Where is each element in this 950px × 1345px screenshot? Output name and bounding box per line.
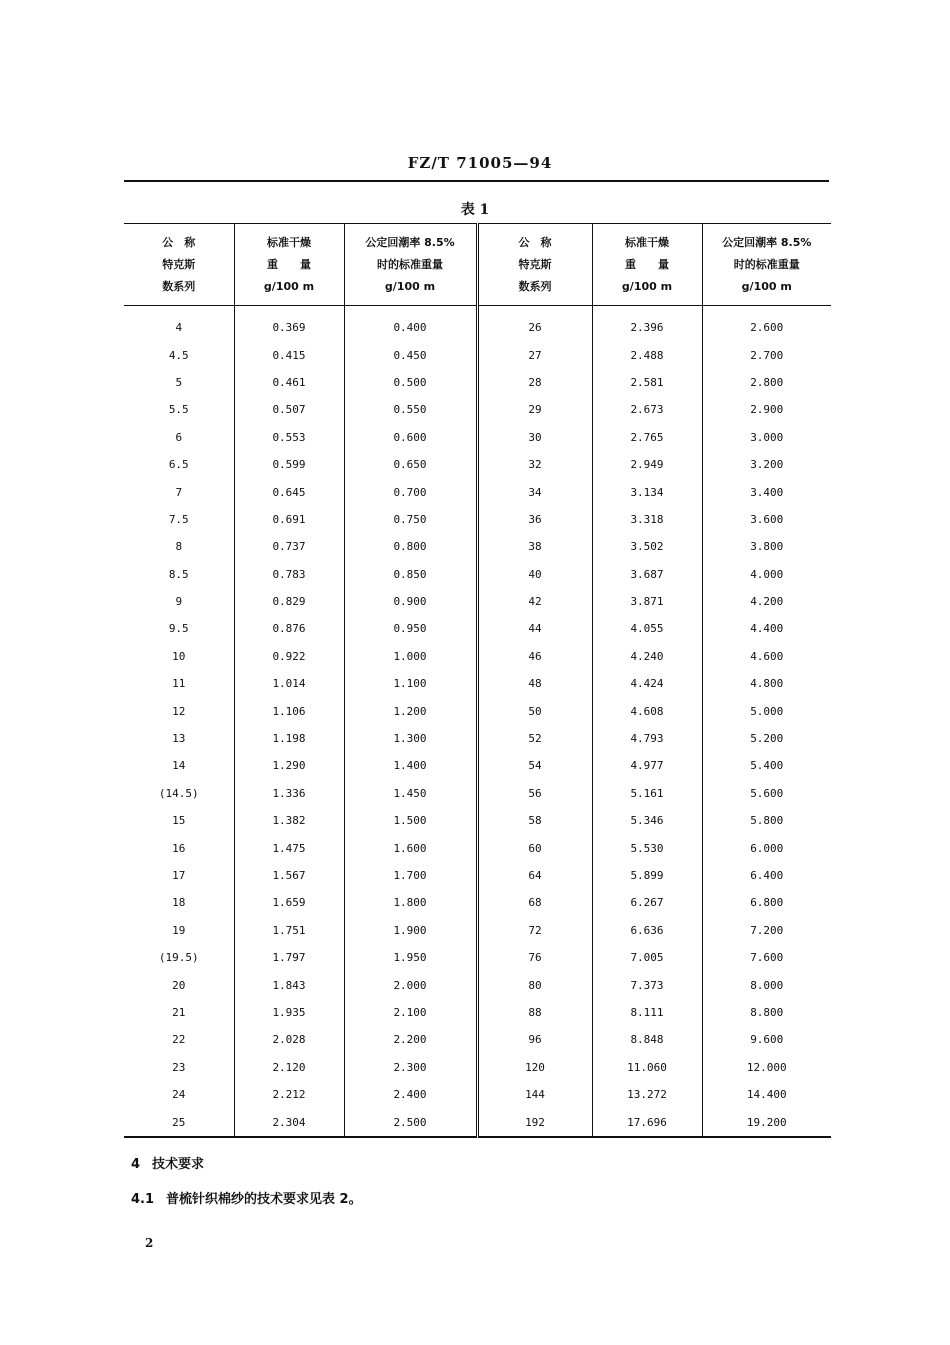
cell-standard-weight: 0.850 <box>344 561 477 588</box>
standard-code: FZ/T 71005—94 <box>407 154 553 172</box>
table-row <box>124 944 831 971</box>
cell-nominal-tex: 20 <box>124 971 234 998</box>
cell-nominal-tex: 21 <box>124 999 234 1026</box>
cell-nominal-tex: 32 <box>477 451 592 478</box>
header-line: g/100 m <box>621 279 673 293</box>
cell-nominal-tex: 8 <box>124 533 234 560</box>
cell-nominal-tex: 68 <box>477 889 592 916</box>
col-header-standard-weight-right <box>702 224 831 306</box>
page-number: 2 <box>145 1236 154 1250</box>
cell-dry-weight: 0.369 <box>234 306 344 342</box>
cell-standard-weight: 3.200 <box>750 458 784 472</box>
cell-dry-weight: 0.461 <box>234 369 344 396</box>
cell-dry-weight: 1.198 <box>234 725 344 752</box>
cell-nominal-tex: 17 <box>124 862 234 889</box>
header-line: 重 量 <box>625 257 669 271</box>
cell-nominal-tex: 12 <box>124 697 234 724</box>
cell-nominal-tex: (14.5) <box>124 780 234 807</box>
cell-standard-weight: 3.000 <box>750 430 784 444</box>
table-row <box>124 862 831 889</box>
cell-dry-weight: 3.871 <box>592 588 702 615</box>
cell-dry-weight: 0.415 <box>234 341 344 368</box>
table-row <box>124 396 831 423</box>
table-title: 表 1 <box>460 202 490 218</box>
cell-nominal-tex: 56 <box>477 780 592 807</box>
cell-dry-weight: 3.134 <box>592 478 702 505</box>
cell-dry-weight: 4.055 <box>592 615 702 642</box>
cell-nominal-tex: 96 <box>477 1026 592 1053</box>
header-line: 特克斯 <box>162 257 196 271</box>
cell-nominal-tex: 48 <box>477 670 592 697</box>
cell-standard-weight: 19.200 <box>702 1108 831 1136</box>
cell-dry-weight: 4.608 <box>592 697 702 724</box>
cell-nominal-tex: 19 <box>124 917 234 944</box>
cell-dry-weight: 3.687 <box>592 561 702 588</box>
cell-nominal-tex: 54 <box>477 752 592 779</box>
cell-dry-weight: 5.161 <box>592 780 702 807</box>
cell-nominal-tex: 34 <box>477 478 592 505</box>
cell-dry-weight: 3.502 <box>592 533 702 560</box>
cell-dry-weight: 1.843 <box>234 971 344 998</box>
cell-standard-weight: 1.450 <box>344 780 477 807</box>
cell-standard-weight: 2.200 <box>344 1026 477 1053</box>
cell-standard-weight: 6.400 <box>750 869 784 882</box>
cell-standard-weight: 2.700 <box>750 348 784 362</box>
cell-standard-weight: 3.800 <box>750 540 784 554</box>
cell-nominal-tex: 9.5 <box>124 615 234 642</box>
cell-nominal-tex: 44 <box>477 615 592 642</box>
section-text: 普梳针织棉纱的技术要求见表 2。 <box>166 1192 362 1207</box>
table-row <box>124 670 831 697</box>
table-row <box>124 1108 831 1136</box>
table-body <box>124 306 831 1137</box>
table-row <box>124 752 831 779</box>
cell-standard-weight: 5.800 <box>750 814 784 828</box>
cell-standard-weight: 0.900 <box>344 588 477 615</box>
table-row <box>124 643 831 670</box>
cell-nominal-tex: 28 <box>477 369 592 396</box>
cell-standard-weight: 8.000 <box>750 978 784 992</box>
cell-nominal-tex: 88 <box>477 999 592 1026</box>
table-row <box>124 1026 831 1053</box>
cell-standard-weight: 2.500 <box>344 1108 477 1136</box>
cell-nominal-tex: 8.5 <box>124 561 234 588</box>
table-row <box>124 615 831 642</box>
cell-standard-weight: 0.450 <box>344 341 477 368</box>
table-row <box>124 780 831 807</box>
cell-nominal-tex: 14 <box>124 752 234 779</box>
cell-standard-weight: 5.000 <box>750 704 784 718</box>
cell-nominal-tex: 23 <box>124 1054 234 1081</box>
tex-weight-table <box>124 223 831 1138</box>
cell-nominal-tex: 5.5 <box>124 396 234 423</box>
cell-dry-weight: 1.659 <box>234 889 344 916</box>
header-line: 标准干燥 <box>625 235 669 249</box>
cell-standard-weight: 1.800 <box>344 889 477 916</box>
header-line: 标准干燥 <box>267 235 311 249</box>
cell-dry-weight: 2.673 <box>592 396 702 423</box>
cell-nominal-tex: 46 <box>477 643 592 670</box>
cell-standard-weight: 0.700 <box>344 478 477 505</box>
cell-dry-weight: 1.751 <box>234 917 344 944</box>
header-line: 时的标准重量 <box>733 257 800 271</box>
cell-dry-weight: 6.267 <box>592 889 702 916</box>
cell-nominal-tex: 4.5 <box>124 341 234 368</box>
cell-standard-weight: 4.600 <box>750 649 784 663</box>
cell-nominal-tex: 80 <box>477 971 592 998</box>
cell-dry-weight: 1.290 <box>234 752 344 779</box>
cell-dry-weight: 17.696 <box>592 1108 702 1136</box>
cell-dry-weight: 4.424 <box>592 670 702 697</box>
cell-standard-weight: 8.800 <box>750 1005 784 1019</box>
cell-standard-weight: 4.400 <box>750 622 784 636</box>
cell-standard-weight: 1.950 <box>344 944 477 971</box>
header-line: g/100 m <box>384 279 436 293</box>
cell-dry-weight: 5.530 <box>592 834 702 861</box>
cell-standard-weight: 0.500 <box>344 369 477 396</box>
cell-standard-weight: 3.400 <box>750 485 784 499</box>
header-line: g/100 m <box>263 279 315 293</box>
cell-dry-weight: 2.212 <box>234 1081 344 1108</box>
table-row <box>124 725 831 752</box>
cell-dry-weight: 0.922 <box>234 643 344 670</box>
table-row <box>124 451 831 478</box>
cell-standard-weight: 1.700 <box>344 862 477 889</box>
cell-dry-weight: 2.120 <box>234 1054 344 1081</box>
cell-nominal-tex: 25 <box>124 1108 234 1136</box>
header-line: 公 称 <box>518 235 552 249</box>
table-header-row <box>124 224 831 306</box>
table-row <box>124 306 831 342</box>
cell-nominal-tex: 4 <box>124 306 234 342</box>
table-row <box>124 561 831 588</box>
cell-dry-weight: 1.336 <box>234 780 344 807</box>
cell-standard-weight: 0.400 <box>344 306 477 342</box>
cell-dry-weight: 0.737 <box>234 533 344 560</box>
cell-dry-weight: 0.783 <box>234 561 344 588</box>
section-heading <box>131 1153 204 1172</box>
cell-nominal-tex: 72 <box>477 917 592 944</box>
cell-standard-weight: 4.000 <box>750 567 784 581</box>
table-row <box>124 917 831 944</box>
cell-dry-weight: 0.599 <box>234 451 344 478</box>
cell-standard-weight: 1.200 <box>344 697 477 724</box>
cell-standard-weight: 1.900 <box>344 917 477 944</box>
cell-dry-weight: 7.005 <box>592 944 702 971</box>
cell-dry-weight: 6.636 <box>592 917 702 944</box>
cell-standard-weight: 7.600 <box>750 951 784 965</box>
cell-nominal-tex: 120 <box>477 1054 592 1081</box>
cell-dry-weight: 1.106 <box>234 697 344 724</box>
cell-standard-weight: 7.200 <box>750 923 784 937</box>
cell-standard-weight: 0.800 <box>344 533 477 560</box>
cell-dry-weight: 5.346 <box>592 807 702 834</box>
cell-standard-weight: 1.600 <box>344 834 477 861</box>
cell-standard-weight: 1.500 <box>344 807 477 834</box>
cell-dry-weight: 1.567 <box>234 862 344 889</box>
table-row <box>124 999 831 1026</box>
cell-dry-weight: 4.793 <box>592 725 702 752</box>
cell-nominal-tex: 7 <box>124 478 234 505</box>
cell-standard-weight: 2.600 <box>750 321 784 335</box>
table-row <box>124 478 831 505</box>
cell-nominal-tex: 11 <box>124 670 234 697</box>
cell-nominal-tex: 6.5 <box>124 451 234 478</box>
cell-nominal-tex: 36 <box>477 506 592 533</box>
cell-dry-weight: 3.318 <box>592 506 702 533</box>
cell-standard-weight: 0.950 <box>344 615 477 642</box>
cell-dry-weight: 0.691 <box>234 506 344 533</box>
cell-standard-weight: 2.000 <box>344 971 477 998</box>
cell-nominal-tex: 13 <box>124 725 234 752</box>
cell-standard-weight: 14.400 <box>746 1088 787 1102</box>
cell-nominal-tex: 24 <box>124 1081 234 1108</box>
table-row <box>124 697 831 724</box>
cell-dry-weight: 0.553 <box>234 424 344 451</box>
col-header-nominal-tex-left <box>124 224 234 306</box>
section-number: 4.1 <box>131 1192 155 1207</box>
cell-dry-weight: 2.765 <box>592 424 702 451</box>
cell-nominal-tex: 50 <box>477 697 592 724</box>
cell-dry-weight: 8.111 <box>592 999 702 1026</box>
table-row <box>124 341 831 368</box>
header-line: 时的标准重量 <box>377 257 443 271</box>
cell-nominal-tex: 6 <box>124 424 234 451</box>
col-header-standard-weight-left <box>344 224 477 306</box>
header-line: g/100 m <box>741 279 792 293</box>
cell-standard-weight: 0.750 <box>344 506 477 533</box>
cell-nominal-tex: 60 <box>477 834 592 861</box>
cell-standard-weight: 4.800 <box>750 677 784 691</box>
cell-nominal-tex: 18 <box>124 889 234 916</box>
cell-nominal-tex: 5 <box>124 369 234 396</box>
cell-dry-weight: 0.876 <box>234 615 344 642</box>
cell-nominal-tex: 7.5 <box>124 506 234 533</box>
cell-standard-weight: 5.600 <box>750 786 784 800</box>
cell-nominal-tex: 27 <box>477 341 592 368</box>
table-row <box>124 506 831 533</box>
cell-standard-weight: 1.400 <box>344 752 477 779</box>
cell-dry-weight: 1.382 <box>234 807 344 834</box>
table-row <box>124 533 831 560</box>
cell-standard-weight: 1.300 <box>344 725 477 752</box>
cell-nominal-tex: 192 <box>477 1108 592 1136</box>
cell-dry-weight: 8.848 <box>592 1026 702 1053</box>
cell-standard-weight: 2.400 <box>344 1081 477 1108</box>
cell-nominal-tex: 15 <box>124 807 234 834</box>
cell-standard-weight: 0.550 <box>344 396 477 423</box>
cell-nominal-tex: 42 <box>477 588 592 615</box>
cell-standard-weight: 6.800 <box>750 896 784 910</box>
cell-nominal-tex: 16 <box>124 834 234 861</box>
table-row <box>124 1054 831 1081</box>
cell-standard-weight: 1.100 <box>344 670 477 697</box>
subsection-paragraph <box>131 1188 362 1207</box>
cell-dry-weight: 13.272 <box>592 1081 702 1108</box>
cell-dry-weight: 2.028 <box>234 1026 344 1053</box>
cell-standard-weight: 5.200 <box>750 732 784 746</box>
cell-dry-weight: 0.829 <box>234 588 344 615</box>
cell-nominal-tex: 38 <box>477 533 592 560</box>
cell-dry-weight: 0.645 <box>234 478 344 505</box>
cell-standard-weight: 2.800 <box>750 375 784 389</box>
header-line: 公定回潮率 8.5% <box>722 235 812 249</box>
table-row <box>124 889 831 916</box>
cell-standard-weight: 5.400 <box>750 759 784 773</box>
cell-nominal-tex: 52 <box>477 725 592 752</box>
cell-standard-weight: 0.600 <box>344 424 477 451</box>
cell-nominal-tex: (19.5) <box>124 944 234 971</box>
table-row <box>124 424 831 451</box>
table-row <box>124 369 831 396</box>
cell-nominal-tex: 10 <box>124 643 234 670</box>
cell-standard-weight: 12.000 <box>746 1060 787 1074</box>
cell-dry-weight: 4.977 <box>592 752 702 779</box>
cell-nominal-tex: 58 <box>477 807 592 834</box>
cell-nominal-tex: 40 <box>477 561 592 588</box>
header-rule <box>124 180 829 182</box>
cell-nominal-tex: 76 <box>477 944 592 971</box>
cell-standard-weight: 0.650 <box>344 451 477 478</box>
cell-standard-weight: 9.600 <box>750 1033 784 1047</box>
cell-dry-weight: 2.949 <box>592 451 702 478</box>
header-line: 数系列 <box>162 279 196 293</box>
col-header-nominal-tex-right <box>477 224 592 306</box>
cell-standard-weight: 2.300 <box>344 1054 477 1081</box>
header-line: 公 称 <box>162 235 196 249</box>
cell-nominal-tex: 22 <box>124 1026 234 1053</box>
table-row <box>124 1081 831 1108</box>
cell-standard-weight: 2.900 <box>750 403 784 417</box>
cell-standard-weight: 1.000 <box>344 643 477 670</box>
section-text: 技术要求 <box>152 1157 205 1172</box>
cell-nominal-tex: 64 <box>477 862 592 889</box>
table-row <box>124 807 831 834</box>
section-number: 4 <box>131 1157 141 1172</box>
cell-dry-weight: 5.899 <box>592 862 702 889</box>
cell-dry-weight: 2.488 <box>592 341 702 368</box>
cell-dry-weight: 0.507 <box>234 396 344 423</box>
col-header-dry-weight-right <box>592 224 702 306</box>
cell-dry-weight: 1.014 <box>234 670 344 697</box>
cell-standard-weight: 3.600 <box>750 512 784 526</box>
cell-dry-weight: 1.797 <box>234 944 344 971</box>
cell-dry-weight: 4.240 <box>592 643 702 670</box>
header-line: 特克斯 <box>518 257 552 271</box>
cell-nominal-tex: 29 <box>477 396 592 423</box>
header-line: 重 量 <box>267 257 311 271</box>
cell-dry-weight: 2.396 <box>592 306 702 342</box>
cell-nominal-tex: 144 <box>477 1081 592 1108</box>
table-row <box>124 834 831 861</box>
cell-dry-weight: 2.581 <box>592 369 702 396</box>
cell-standard-weight: 4.200 <box>750 595 784 609</box>
cell-dry-weight: 2.304 <box>234 1108 344 1136</box>
cell-standard-weight: 2.100 <box>344 999 477 1026</box>
header-line: 数系列 <box>518 279 552 293</box>
cell-standard-weight: 6.000 <box>750 841 784 855</box>
table-row <box>124 971 831 998</box>
cell-dry-weight: 1.935 <box>234 999 344 1026</box>
cell-nominal-tex: 9 <box>124 588 234 615</box>
cell-dry-weight: 7.373 <box>592 971 702 998</box>
col-header-dry-weight-left <box>234 224 344 306</box>
cell-dry-weight: 11.060 <box>592 1054 702 1081</box>
cell-nominal-tex: 26 <box>477 306 592 342</box>
cell-nominal-tex: 30 <box>477 424 592 451</box>
table-row <box>124 588 831 615</box>
cell-dry-weight: 1.475 <box>234 834 344 861</box>
header-line: 公定回潮率 8.5% <box>365 235 455 249</box>
